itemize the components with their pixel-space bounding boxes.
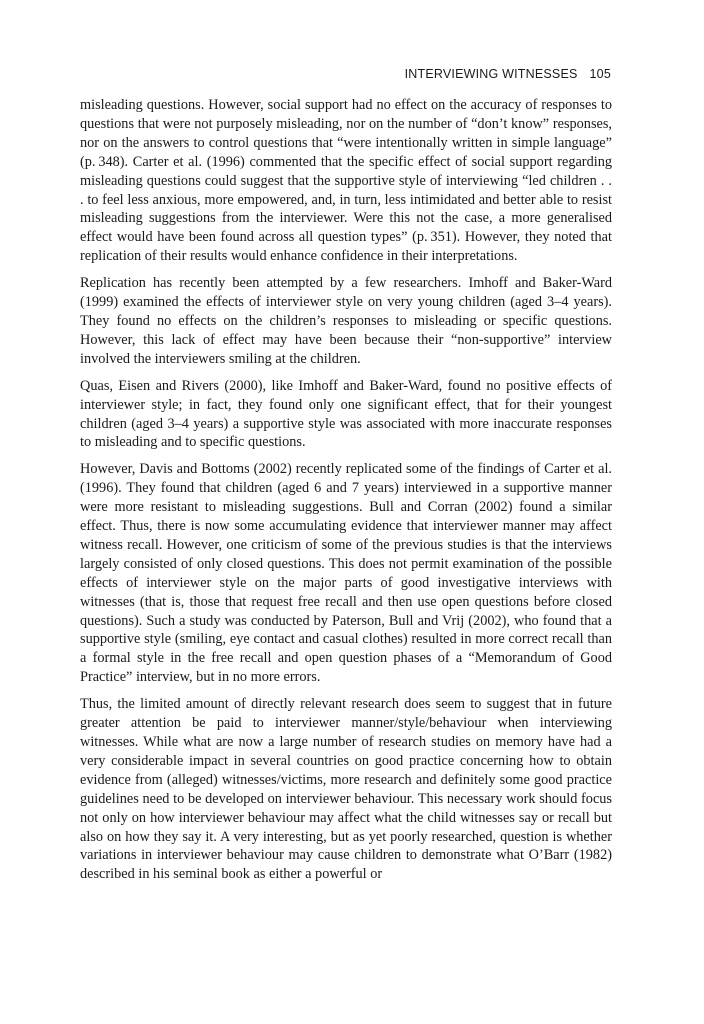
body-text	[80, 96, 612, 892]
running-head	[405, 67, 611, 81]
paragraph-2: Replication has recently been attempted by a few researchers. Imhoff and Baker-Ward (1999) examined the effects of interviewer style on very young children (aged 3–4 years). They found no effects on the children’s responses to misleading or specific questions. However, this lack of effect may have been because their “non-supportive” interview involved the interviewers smiling at the children.	[80, 275, 612, 367]
paragraph-4: However, Davis and Bottoms (2002) recently replicated some of the findings of Carter et al. (1996). They found that children (aged 6 and 7 years) interviewed in a supportive manner were more resistant to misleading suggestions. Bull and Corran (2002) found a similar effect. Thus, there is now some accumulating evidence that interviewer manner may affect witness recall. However, one criticism of some of the previous studies is that the interviews largely consisted of only closed questions. This does not permit examination of the possible effects of interviewer style on the major parts of good investigative interviews with witnesses (that is, those that request free recall and then use open questions before closed questions). Such a study was conducted by Paterson, Bull and Vrij (2002), who found that a supportive style (smiling, eye contact and casual clothes) resulted in more correct recall than a formal style in the free recall and open question phases of a “Memorandum of Good Practice” interview, but in no more errors.	[80, 461, 612, 686]
running-title: INTERVIEWING WITNESSES	[404, 67, 578, 81]
paragraph-1: misleading questions. However, social support had no effect on the accuracy of responses to questions that were not purposely misleading, nor on the number of “don’t know” responses, nor on the answers to control questions that “were intentionally written in simple language” (p. 348). Carter et al. (1996) commented that the specific effect of social support regarding misleading questions could suggest that the supportive style of interviewing “led children . . . to feel less anxious, more empowered, and, in turn, less intimidated and better able to resist misleading suggestions from the interviewer. Were this not the case, a more generalised effect would have been found across all question types” (p. 351). However, they noted that replication of their results would enhance confidence in their interpretations.	[80, 97, 612, 265]
paragraph-5: Thus, the limited amount of directly relevant research does seem to suggest that in future greater attention be paid to interviewer manner/style/behaviour when interviewing witnesses. While what are now a large number of research studies on memory have had a very considerable impact in several countries on good practice concerning how to obtain evidence from (alleged) witnesses/victims, more research and definitely some good practice guidelines need to be developed on interviewer behaviour. This necessary work should focus not only on how interviewer behaviour may affect what the child witnesses say or recall but also on how they say it. A very interesting, but as yet poorly researched, question is whether variations in interviewer behaviour may cause children to demonstrate what O’Barr (1982) described in his seminal book as either a powerful or	[80, 696, 612, 883]
page-number: 105	[589, 67, 611, 81]
paragraph-3: Quas, Eisen and Rivers (2000), like Imhoff and Baker-Ward, found no positive effects of interviewer style; in fact, they found only one significant effect, that for their youngest children (aged 3–4 years) a supportive style was associated with more inaccurate responses to misleading and to specific questions.	[80, 377, 612, 451]
